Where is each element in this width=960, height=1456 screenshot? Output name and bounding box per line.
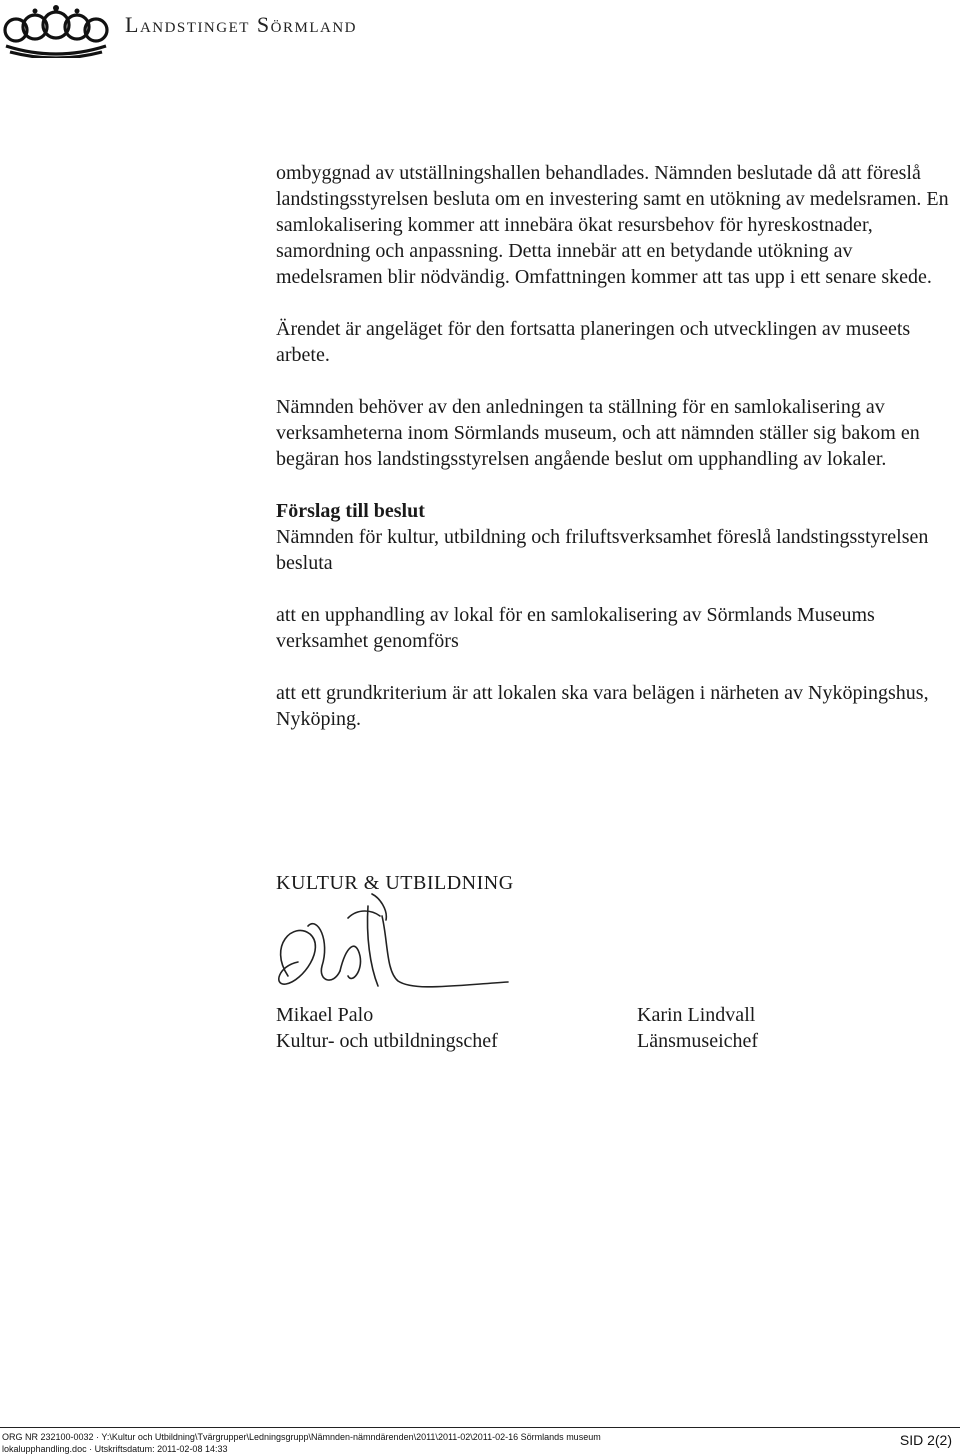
signer-title: Länsmuseichef [637,1030,759,1052]
document-body [276,160,960,732]
organization-name: Landstinget Sörmland [125,12,357,37]
signer-title: Kultur- och utbildningschef [276,1030,498,1052]
page-header [0,0,960,60]
signer-name: Mikael Palo [276,1004,374,1026]
proposal-item-2: att ett grundkriterium är att lokalen ska vara belägen i närheten av Nyköpingshus, Nyköping. [276,682,929,730]
signer-2 [637,1002,758,1054]
proposal-heading: Förslag till beslut [276,500,425,522]
signer-1 [276,1002,498,1054]
department-name: KULTUR & UTBILDNING [276,872,514,894]
handwritten-signature-icon [248,886,548,1016]
signer-name: Karin Lindvall [637,1004,756,1026]
body-paragraph-2: Ärendet är angeläget för den fortsatta planeringen och utvecklingen av museets arbete. [276,318,911,366]
footer-line-2: lokalupphandling.doc · Utskriftsdatum: 2011-02-08 14:33 [2,1444,228,1454]
proposal-section [276,498,960,732]
body-paragraph-1: ombyggnad av utställningshallen behandlades. Nämnden beslutade då att föreslå landstingsstyrelsen besluta om en investering samt en utökning av medelsramen. En samlokalisering kommer att innebära ökat resursbehov för hyreskostnader, samordning och anpassning. Detta innebär att en betydande utökning av medelsramen blir nödvändig. Omfattningen kommer att tas upp i ett senare skede. [276,162,949,288]
footer-line-1: ORG NR 232100-0032 · Y:\Kultur och Utbildning\Tvärgrupper\Ledningsgrupp\Nämnden-nämndärenden\2011\2011-02\2011-02-16 Sörmlands museum [2,1432,601,1442]
page-number: SID 2(2) [899,1432,952,1448]
footer-metadata [2,1431,601,1455]
body-paragraph-3: Nämnden behöver av den anledningen ta ställning för en samlokalisering av verksamheterna inom Sörmlands museum, och att nämnden ställer sig bakom en begäran hos landstingsstyrelsen angående beslut om upphandling av lokaler. [276,396,920,470]
proposal-item-1: att en upphandling av lokal för en samlokalisering av Sörmlands Museums verksamhet genomförs [276,604,875,652]
crown-logo-icon [2,2,110,58]
footer-divider [0,1427,960,1428]
signature-block [276,872,960,1072]
proposal-intro: Nämnden för kultur, utbildning och friluftsverksamhet föreslå landstingsstyrelsen besluta [276,526,929,574]
